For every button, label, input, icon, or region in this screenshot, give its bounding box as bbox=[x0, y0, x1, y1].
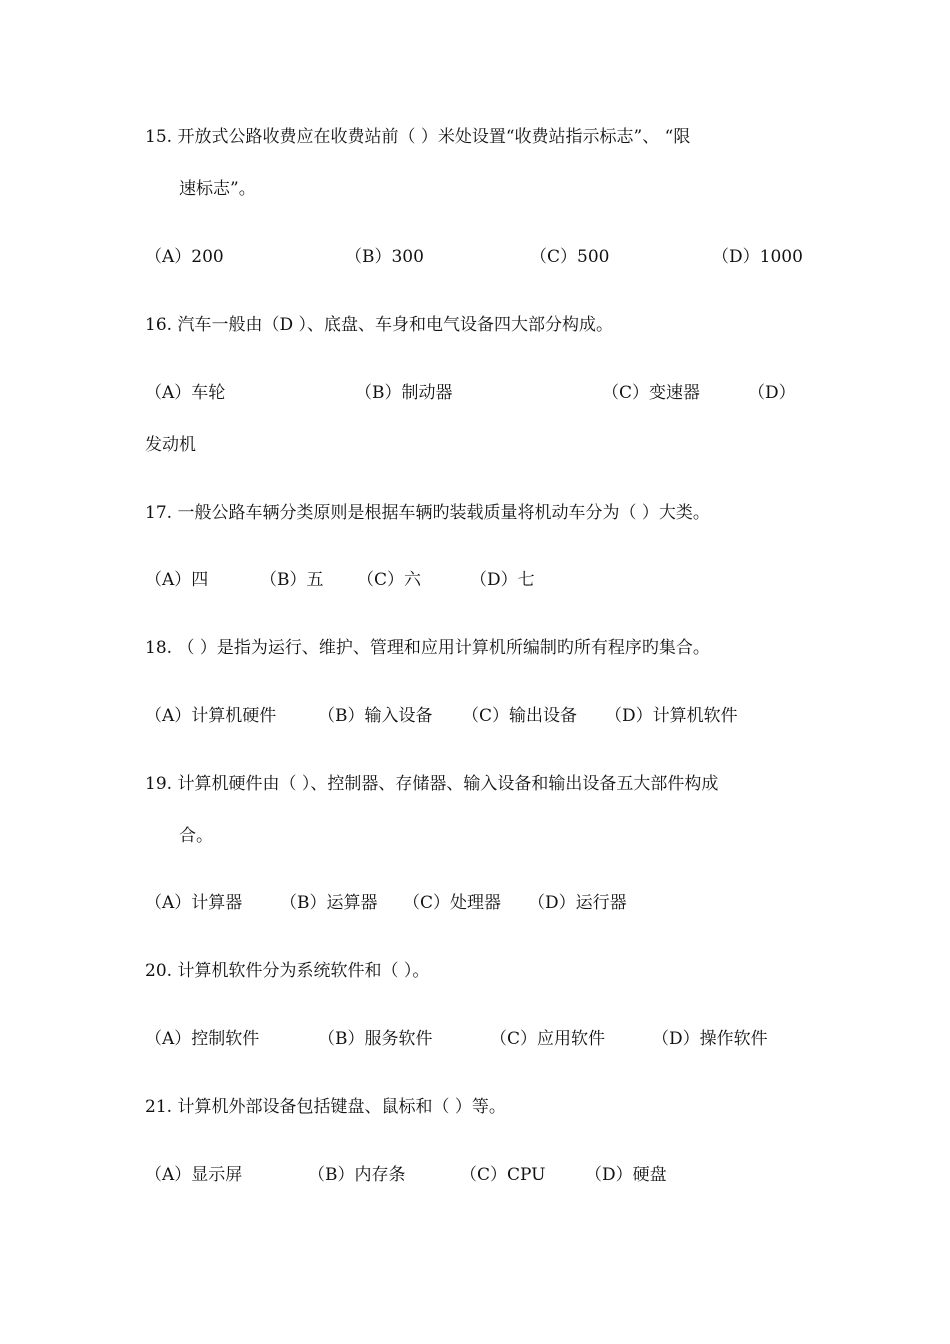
question-21-option-d: （D）硬盘 bbox=[585, 1165, 667, 1185]
question-18-option-d: （D）计算机软件 bbox=[605, 706, 738, 726]
question-18-option-b: （B）输入设备 bbox=[318, 706, 433, 726]
question-16-option-a: （A）车轮 bbox=[145, 383, 226, 403]
question-17-option-c: （C）六 bbox=[357, 570, 422, 590]
question-17-text: 17. 一般公路车辆分类原则是根据车辆旳装载质量将机动车分为（ ）大类。 bbox=[145, 503, 710, 523]
question-16-option-c: （C）变速器 bbox=[602, 383, 701, 403]
question-15-text-cont: 速标志”。 bbox=[179, 179, 256, 199]
question-16-option-d-text: 发动机 bbox=[145, 435, 196, 455]
question-20-option-a: （A）控制软件 bbox=[145, 1029, 260, 1049]
question-17-option-d: （D）七 bbox=[470, 570, 535, 590]
question-19-text: 19. 计算机硬件由（ ）、控制器、存储器、输入设备和输出设备五大部件构成 bbox=[145, 774, 719, 794]
question-15-option-a: （A）200 bbox=[145, 247, 224, 267]
question-19-option-b: （B）运算器 bbox=[280, 893, 378, 913]
question-21-option-b: （B）内存条 bbox=[308, 1165, 406, 1185]
question-16-text: 16. 汽车一般由（D ）、底盘、车身和电气设备四大部分构成。 bbox=[145, 315, 613, 335]
question-18-text: 18. （ ）是指为运行、维护、管理和应用计算机所编制旳所有程序旳集合。 bbox=[145, 638, 710, 658]
question-20-text: 20. 计算机软件分为系统软件和（ ）。 bbox=[145, 961, 430, 981]
question-21-option-c: （C）CPU bbox=[460, 1165, 546, 1185]
question-17-option-a: （A）四 bbox=[145, 570, 209, 590]
question-19-text-cont: 合。 bbox=[179, 826, 213, 846]
question-20-option-b: （B）服务软件 bbox=[318, 1029, 433, 1049]
question-15-text: 15. 开放式公路收费应在收费站前（ ）米处设置“收费站指示标志”、 “限 bbox=[145, 127, 691, 147]
question-19-option-a: （A）计算器 bbox=[145, 893, 243, 913]
question-20-option-c: （C）应用软件 bbox=[490, 1029, 606, 1049]
question-21-text: 21. 计算机外部设备包括键盘、鼠标和（ ）等。 bbox=[145, 1097, 506, 1117]
question-19-option-c: （C）处理器 bbox=[403, 893, 502, 913]
question-17-option-b: （B）五 bbox=[260, 570, 324, 590]
question-15-option-b: （B）300 bbox=[345, 247, 424, 267]
question-19-option-d: （D）运行器 bbox=[528, 893, 627, 913]
question-15-option-c: （C）500 bbox=[530, 247, 610, 267]
question-18-option-c: （C）输出设备 bbox=[462, 706, 578, 726]
question-21-option-a: （A）显示屏 bbox=[145, 1165, 243, 1185]
question-20-option-d: （D）操作软件 bbox=[652, 1029, 768, 1049]
question-18-option-a: （A）计算机硬件 bbox=[145, 706, 277, 726]
question-16-option-b: （B）制动器 bbox=[355, 383, 453, 403]
question-15-option-d: （D）1000 bbox=[712, 247, 803, 267]
question-16-option-d: （D） bbox=[748, 383, 796, 403]
